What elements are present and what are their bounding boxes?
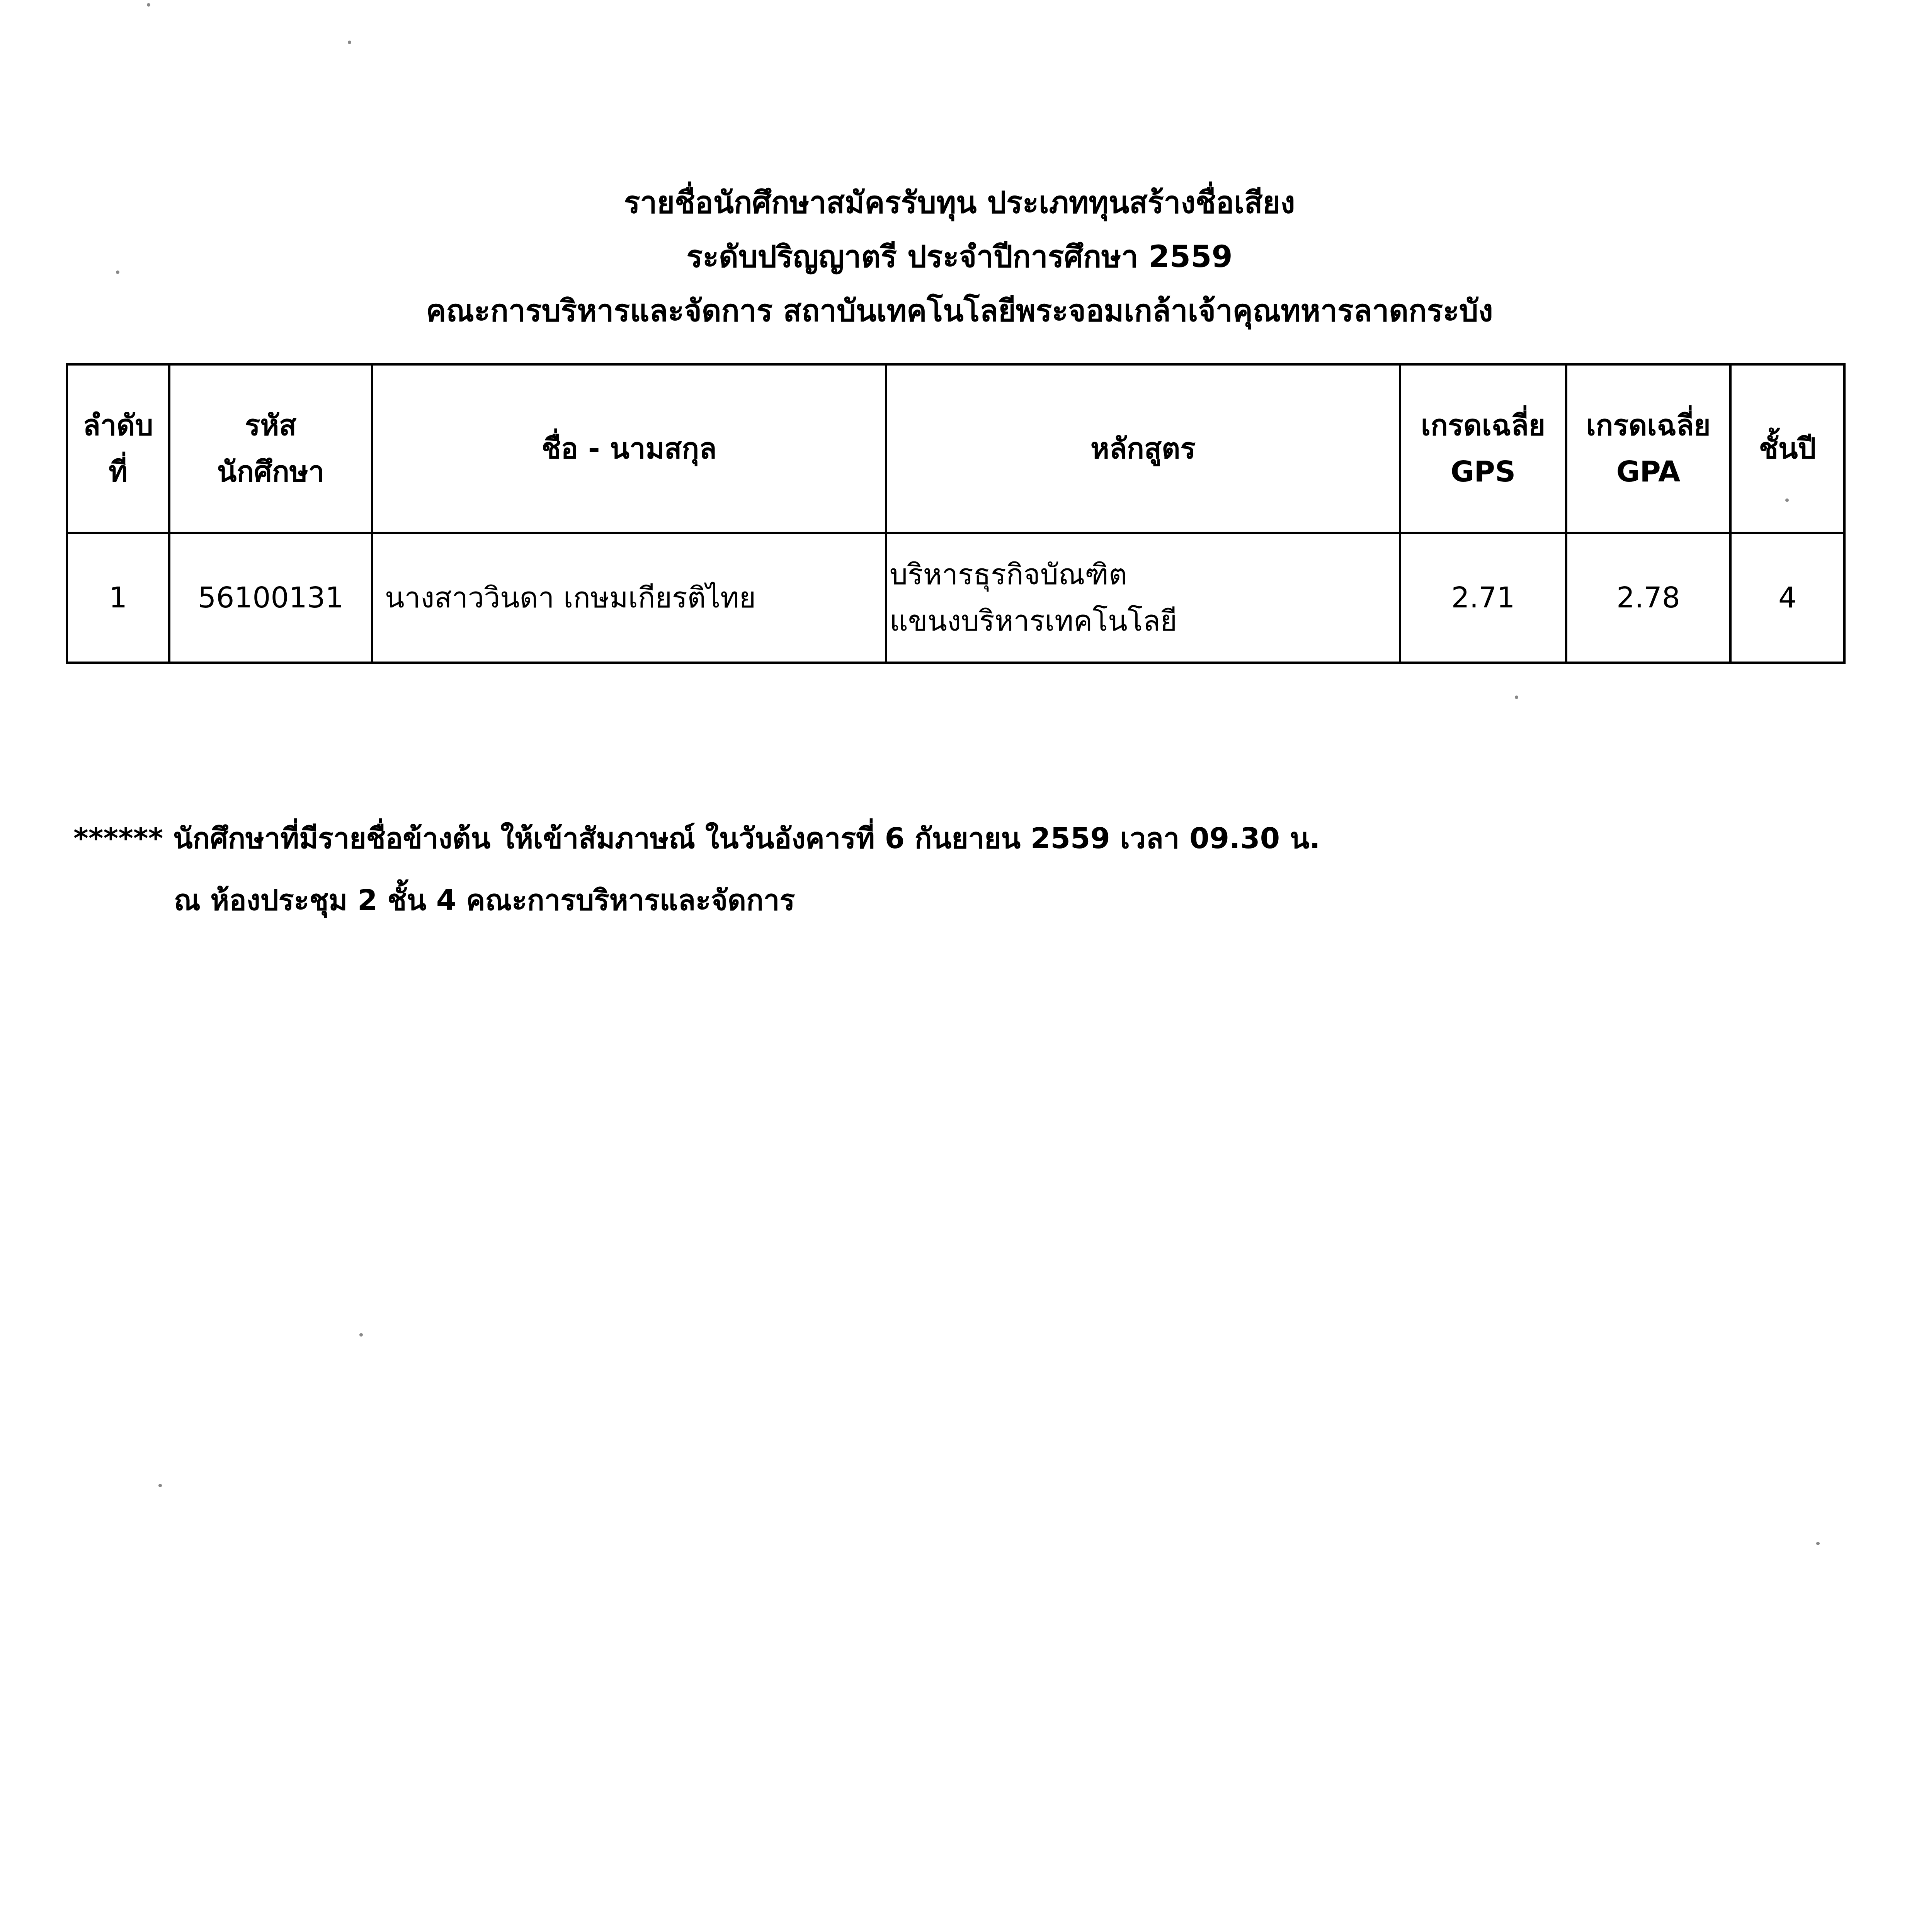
header-faculty: คณะการบริหารและจัดการ สถาบันเทคโนโลยีพระจอมเกล้าเจ้าคุณทหารลาดกระบัง bbox=[426, 294, 1493, 328]
cell-program: บริหารธุรกิจบัณฑิต แขนงบริหารเทคโนโลยี bbox=[886, 533, 1400, 663]
column-header-name: ชื่อ - นามสกุล bbox=[372, 364, 886, 533]
scan-speck bbox=[147, 3, 150, 7]
scan-speck bbox=[158, 1484, 162, 1487]
column-header-year: ชั้นปี bbox=[1730, 364, 1844, 533]
cell-student-id: 56100131 bbox=[169, 533, 372, 663]
note-line-1: ****** นักศึกษาที่มีรายชื่อข้างต้น ให้เข้าสัมภาษณ์ ในวันอังคารที่ 6 กันยายน 2559 เวลา 09.30 น. bbox=[73, 822, 1320, 855]
column-header-program: หลักสูตร bbox=[886, 364, 1400, 533]
document-header bbox=[0, 176, 1919, 338]
header-title: รายชื่อนักศึกษาสมัครรับทุน ประเภททุนสร้างชื่อเสียง bbox=[624, 185, 1295, 220]
scan-speck bbox=[1816, 1542, 1820, 1545]
scan-speck bbox=[359, 1333, 363, 1337]
scan-speck bbox=[348, 41, 351, 44]
cell-name: นางสาววินดา เกษมเกียรติไทย bbox=[372, 533, 886, 663]
cell-gps: 2.71 bbox=[1400, 533, 1566, 663]
table-row bbox=[67, 533, 1844, 663]
scan-speck bbox=[116, 270, 119, 274]
column-header-gpa: เกรดเฉลี่ย GPA bbox=[1566, 364, 1730, 533]
column-header-student-id: รหัส นักศึกษา bbox=[169, 364, 372, 533]
scan-speck bbox=[1515, 696, 1518, 699]
table-header-row bbox=[67, 364, 1844, 533]
cell-no: 1 bbox=[67, 533, 169, 663]
scholarship-applicant-table bbox=[66, 363, 1846, 664]
cell-year: 4 bbox=[1730, 533, 1844, 663]
header-subtitle: ระดับปริญญาตรี ประจำปีการศึกษา 2559 bbox=[686, 240, 1233, 274]
note-line-2: ณ ห้องประชุม 2 ชั้น 4 คณะการบริหารและจัดการ bbox=[174, 884, 795, 917]
column-header-no: ลำดับ ที่ bbox=[67, 364, 169, 533]
scan-speck bbox=[1785, 498, 1789, 502]
interview-note bbox=[73, 808, 1320, 931]
cell-gpa: 2.78 bbox=[1566, 533, 1730, 663]
column-header-gps: เกรดเฉลี่ย GPS bbox=[1400, 364, 1566, 533]
